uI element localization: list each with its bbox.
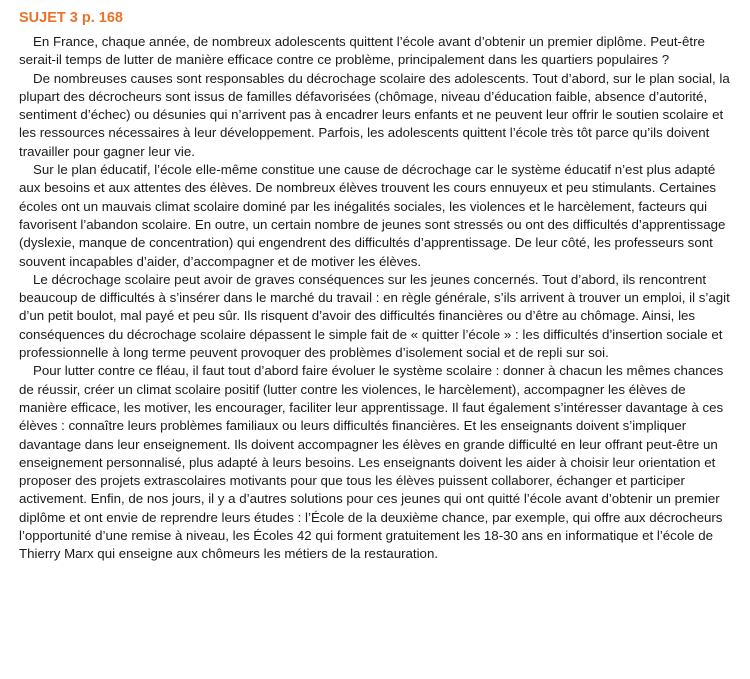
paragraph-solutions: Pour lutter contre ce fléau, il faut tout d’abord faire évoluer le système scolaire : donner à chacun les mêmes chances de réussir, créer un climat scolaire positif (lutter contre les violences, le harcèlement), accompagner les élèves de manière efficace, les motiver, les encourager, faciliter leur apprentissage. Il faut également s’intéresser davantage à ces élèves : connaître leurs problèmes familiaux ou leurs difficultés financières. Et les enseignants doivent s’impliquer davantage dans leur enseignement. Ils doivent accompagner les élèves en grande difficulté en leur offrant peut-être un enseignement personnalisé, plus adapté à leurs besoins. Les enseignants doivent les aider à choisir leur orientation et proposer des projets extrascolaires motivants pour que tous les élèves puissent collaborer, échanger et participer activement. Enfin, de nos jours, il y a d’autres solutions pour ces jeunes qui ont quitté l’école avant d’obtenir un premier diplôme et ont envie de reprendre leurs études : l’École de la deuxième chance, par exemple, qui offre aux décrocheurs l’opportunité d’une remise à niveau, les Écoles 42 qui forment gratuitement les 18-30 ans en informatique et l’école de Thierry Marx qui enseigne aux chômeurs les métiers de la restauration. <box>19 363 724 562</box>
subject-heading: SUJET 3 p. 168 <box>19 10 123 26</box>
paragraph-consequences: Le décrochage scolaire peut avoir de graves conséquences sur les jeunes concernés. Tout d’abord, ils rencontrent beaucoup de difficultés à s’insérer dans le marché du travail : en règle générale, s’ils arrivent à trouver un emploi, il s’agit d’un petit boulot, mal payé et peu sûr. Ils risquent d’avoir des difficultés financières ou d’être au chômage. Ainsi, les conséquences du décrochage scolaire dépassent le simple fait de « quitter l’école » : les difficultés d’insertion sociale et professionnelle à long terme peuvent provoquer des problèmes d’isolement social et de repli sur soi. <box>19 271 730 361</box>
paragraph-intro: En France, chaque année, de nombreux adolescents quittent l’école avant d’obtenir un premier diplôme. Peut-être serait-il temps de lutter de manière efficace contre ce problème, principalement dans les quartiers populaires ? <box>19 34 705 68</box>
document-page <box>19 7 731 564</box>
essay-body <box>19 33 731 564</box>
paragraph-social-causes: De nombreuses causes sont responsables du décrochage scolaire des adolescents. Tout d’abord, sur le plan social, la plupart des décrocheurs sont issus de familles défavorisées (chômage, niveau d’éducation faible, absence d’autorité, sentiment d’échec) ou désunies qui n’arrivent pas à encadrer leurs enfants et ne peuvent leur offrir le soutien scolaire et les ressources nécessaires à leur développement. Parfois, les adolescents quittent l’école très tôt parce qu’ils doivent travailler pour gagner leur vie. <box>19 70 730 159</box>
paragraph-educational-causes: Sur le plan éducatif, l’école elle-même constitue une cause de décrochage car le système éducatif n’est plus adapté aux besoins et aux attentes des élèves. De nombreux élèves trouvent les cours ennuyeux et peu stimulants. Certaines écoles ont un mauvais climat scolaire dominé par les inégalités sociales, les violences et le harcèlement, facteurs qui favorisent l’abandon scolaire. En outre, un certain nombre de jeunes sont stressés ou ont des difficultés d’apprentissage (dyslexie, manque de concentration) qui engendrent des difficultés d’apprentissage. De leur côté, les professeurs sont souvent incapables d’aider, d’accompagner et de motiver les élèves. <box>19 162 726 269</box>
